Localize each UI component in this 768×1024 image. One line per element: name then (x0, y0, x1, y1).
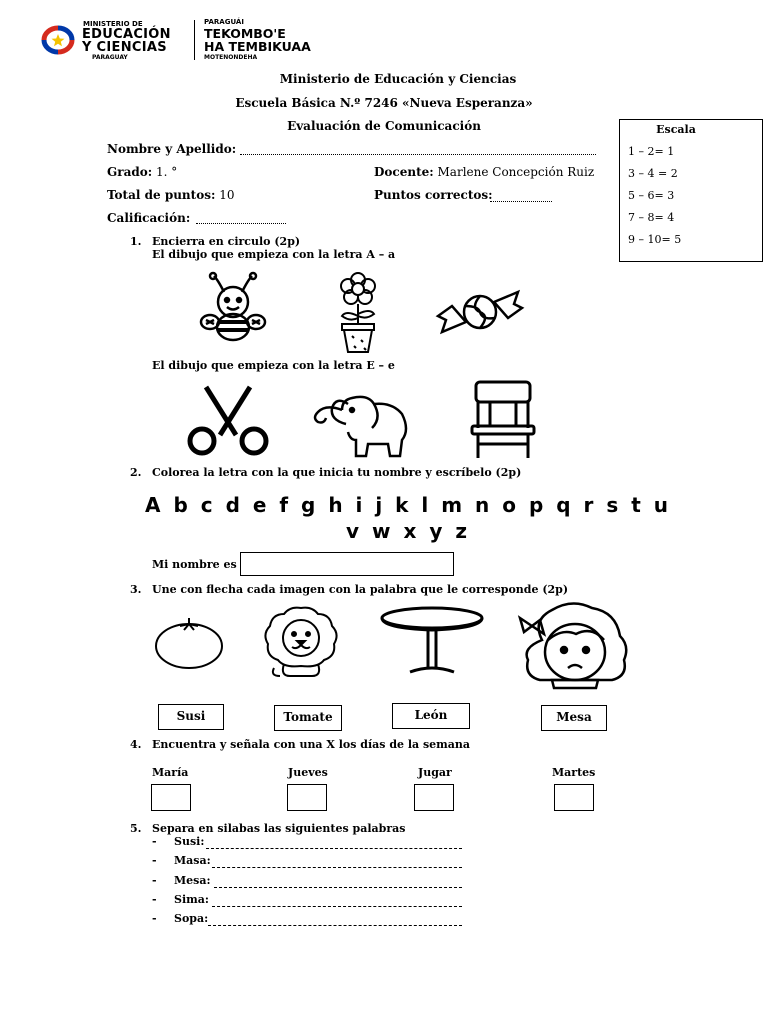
checkbox-martes[interactable] (554, 784, 594, 811)
alphabet-line-1[interactable]: A b c d e f g h i j k l m n o p q r s t u (145, 493, 671, 517)
syllable-bullet: - (152, 835, 157, 848)
syllable-label: Sima: (174, 893, 209, 906)
q1-title: Encierra en circulo (2p) (152, 235, 301, 248)
school-title: Escuela Básica N.º 7246 «Nueva Esperanza» (235, 96, 533, 110)
alphabet-line-2[interactable]: v w x y z (346, 519, 470, 543)
syllable-label: Sopa: (174, 912, 209, 925)
q1-number: 1. (130, 235, 142, 248)
scale-row: 5 – 6= 3 (628, 189, 675, 202)
syllable-bullet: - (152, 893, 157, 906)
ministry-logo-small: MINISTERIO DE (83, 20, 143, 28)
grade-value: 1. ° (156, 165, 178, 179)
q4-word-martes: Martes (552, 766, 596, 779)
scale-row: 3 – 4 = 2 (628, 167, 678, 180)
q4-number: 4. (130, 738, 142, 751)
q3-number: 3. (130, 583, 142, 596)
syllable-bullet: - (152, 912, 157, 925)
syllable-label: Susi: (174, 835, 205, 848)
total-row (107, 188, 235, 202)
word-box-tomate[interactable]: Tomate (274, 705, 342, 731)
name-label: Nombre y Apellido: (107, 142, 237, 156)
scale-title: Escala (656, 123, 696, 136)
q1-subtitle-a: El dibujo que empieza con la letra A – a (152, 248, 396, 261)
q4-word-maria: María (152, 766, 189, 779)
flower-icon[interactable] (328, 266, 388, 354)
q5-title: Separa en silabas las siguientes palabras (152, 822, 406, 835)
syllable-line[interactable] (212, 866, 462, 868)
girl-icon[interactable] (512, 600, 638, 690)
word-box-susi[interactable]: Susi (158, 704, 224, 730)
syllable-label: Mesa: (174, 874, 211, 887)
ministry-title: Ministerio de Educación y Ciencias (279, 72, 517, 86)
scale-row: 7 – 8= 4 (628, 211, 675, 224)
logo-divider (194, 20, 195, 60)
checkbox-jueves[interactable] (287, 784, 327, 811)
ministry-logo-line2: Y CIENCIAS (82, 40, 167, 55)
scale-row: 1 – 2= 1 (628, 145, 675, 158)
bee-icon[interactable] (196, 270, 272, 346)
scale-box (619, 119, 763, 262)
guarani-logo-bottom: MOTENONDEHA (204, 54, 258, 61)
my-name-input[interactable] (240, 552, 454, 576)
checkbox-maria[interactable] (151, 784, 191, 811)
correct-field[interactable] (490, 200, 552, 202)
guarani-logo-small: PARAGUÁI (204, 18, 244, 26)
grade-row (107, 165, 177, 179)
my-name-label: Mi nombre es (152, 558, 237, 571)
ministry-logo-line1: EDUCACIÓN (82, 27, 171, 42)
syllable-line[interactable] (208, 924, 462, 926)
syllable-line[interactable] (212, 905, 462, 907)
total-value: 10 (219, 188, 235, 202)
teacher-value: Marlene Concepción Ruiz (437, 165, 595, 179)
q4-title: Encuentra y señala con una X los días de la semana (152, 738, 471, 751)
q2-title: Colorea la letra con la que inicia tu nombre y escríbelo (2p) (152, 466, 522, 479)
elephant-icon[interactable] (312, 384, 412, 460)
syllable-line[interactable] (214, 886, 462, 888)
table-icon[interactable] (380, 604, 484, 676)
guarani-logo (204, 18, 354, 60)
ministry-logo-country: PARAGUAY (92, 54, 128, 61)
tomato-icon[interactable] (154, 616, 224, 670)
q4-word-jueves: Jueves (288, 766, 328, 779)
correct-label: Puntos correctos: (374, 188, 493, 202)
syllable-bullet: - (152, 854, 157, 867)
syllable-bullet: - (152, 874, 157, 887)
name-field[interactable] (240, 153, 596, 155)
chair-icon[interactable] (470, 380, 536, 460)
word-box-leon[interactable]: León (392, 703, 470, 729)
q2-number: 2. (130, 466, 142, 479)
ministry-logo (40, 22, 190, 62)
grade-mark-field[interactable] (196, 222, 286, 224)
word-box-mesa[interactable]: Mesa (541, 705, 607, 731)
q5-number: 5. (130, 822, 142, 835)
syllable-label: Masa: (174, 854, 211, 867)
q1-subtitle-e: El dibujo que empieza con la letra E – e (152, 359, 395, 372)
guarani-logo-line2: HA TEMBIKUAA (204, 39, 311, 54)
paraguay-seal-icon (40, 26, 76, 54)
scale-row: 9 – 10= 5 (628, 233, 682, 246)
q3-title: Une con flecha cada imagen con la palabra que le corresponde (2p) (152, 583, 569, 596)
grade-label: Grado: (107, 165, 153, 179)
checkbox-jugar[interactable] (414, 784, 454, 811)
teacher-label: Docente: (374, 165, 434, 179)
evaluation-title: Evaluación de Comunicación (287, 119, 481, 133)
teacher-row (374, 165, 594, 179)
grade-mark-label: Calificación: (107, 211, 191, 225)
total-label: Total de puntos: (107, 188, 216, 202)
candy-icon[interactable] (434, 276, 526, 348)
guarani-logo-line1: TEKOMBO'E (204, 26, 286, 41)
scissors-icon[interactable] (182, 383, 274, 459)
q4-word-jugar: Jugar (418, 766, 452, 779)
syllable-line[interactable] (206, 847, 462, 849)
lion-icon[interactable] (260, 606, 342, 678)
